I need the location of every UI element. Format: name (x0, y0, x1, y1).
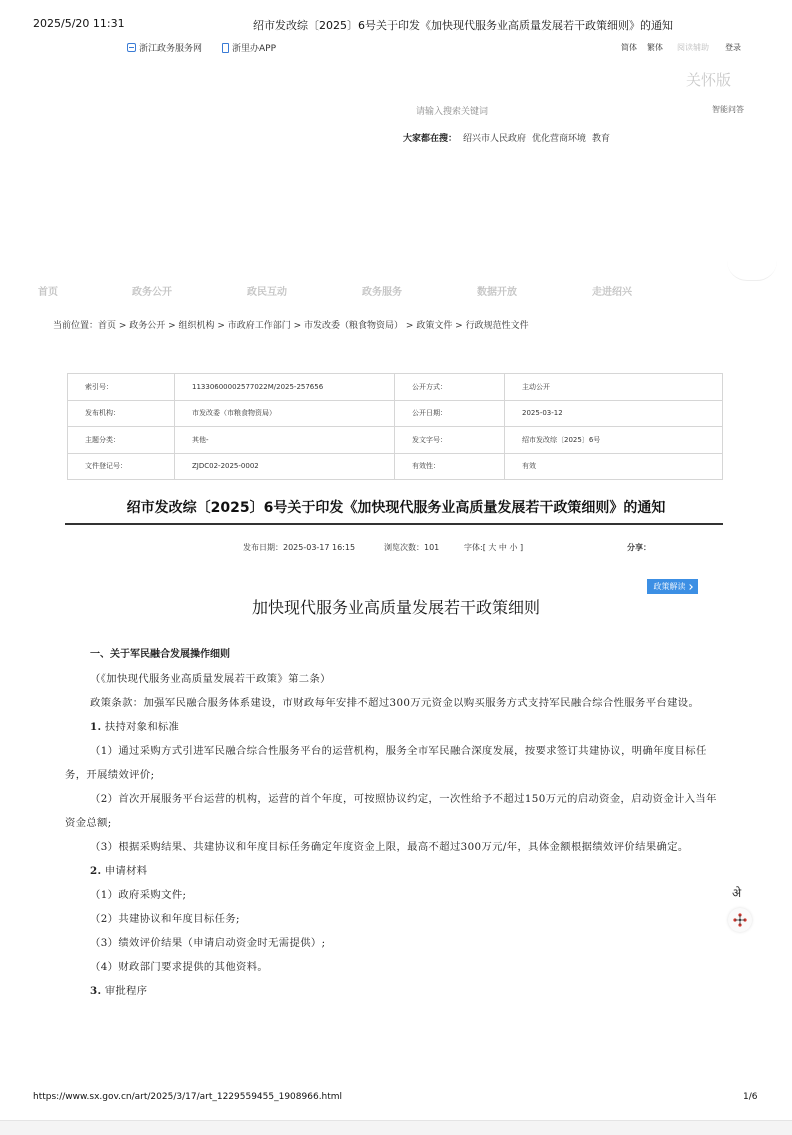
nav-interaction[interactable]: 政民互动 (247, 287, 287, 298)
zlb-app-link[interactable] (222, 41, 276, 54)
nav-gov-affairs-public[interactable]: 政务公开 (132, 287, 172, 298)
meta-label: 索引号： (68, 374, 175, 401)
list-item: （1）政府采购文件; (90, 889, 187, 901)
hot-search-bar (403, 131, 610, 144)
meta-value: ZJDC02-2025-0002 (175, 453, 395, 480)
share-network-icon[interactable] (728, 908, 752, 932)
meta-value: 主动公开 (505, 374, 723, 401)
font-size-switcher[interactable]: 字体:[ 大 中 小 ] (464, 543, 524, 552)
chevron-right-icon (687, 584, 693, 590)
table-row (68, 400, 723, 427)
hot-search-item[interactable]: 绍兴市人民政府 (463, 134, 527, 144)
sub-heading-text: 申请材料 (101, 865, 148, 877)
nav-gov-services[interactable]: 政务服务 (362, 287, 402, 298)
print-page-title: 绍市发改综〔2025〕6号关于印发《加快现代服务业高质量发展若干政策细则》的通知 (253, 19, 673, 32)
breadcrumb: 当前位置：首页 > 政务公开 > 组织机构 > 市政府工作部门 > 市发改委（粮食物资局） > 政策文件 > 行政规范性文件 (53, 321, 529, 331)
simplified-chinese-link[interactable]: 简体 (621, 43, 637, 52)
meta-value: 绍市发改综〔2025〕6号 (505, 427, 723, 454)
document-meta-table (67, 373, 723, 480)
sub-heading-number: 2. (90, 865, 102, 877)
print-datetime: 2025/5/20 11:31 (33, 17, 125, 30)
share-network-glyph (733, 913, 747, 927)
policy-interpretation-label: 政策解读 (653, 582, 686, 591)
bottom-scrollbar-strip (0, 1120, 792, 1135)
meta-label: 文件登记号： (68, 453, 175, 480)
document-subtitle: 加快现代服务业高质量发展若干政策细则 (251, 598, 540, 617)
zj-gov-icon (127, 43, 136, 52)
meta-label: 发文字号： (395, 427, 505, 454)
policy-clause: 政策条款：加强军民融合服务体系建设，市财政每年安排不超过300万元资金以购买服务方式支持军民融合综合性服务平台建设。 (90, 697, 700, 709)
list-item: （3）绩效评价结果（申请启动资金时无需提供）; (90, 937, 326, 949)
zj-gov-label: 浙江政务服务网 (139, 44, 203, 54)
table-row (68, 427, 723, 454)
nav-open-data[interactable]: 数据开放 (477, 287, 517, 298)
meta-value: 2025-03-12 (505, 400, 723, 427)
meta-value: 市发改委（市粮食物资局） (175, 400, 395, 427)
meta-label: 发布机构： (68, 400, 175, 427)
search-input[interactable]: 请输入搜索关键词 (416, 107, 489, 117)
publish-date: 发布日期：2025-03-17 16:15 (243, 543, 356, 552)
paragraph: （3）根据采购结果、共建协议和年度目标任务确定年度资金上限，最高不超过300万元/年，具体金额根据绩效评价结果确定。 (90, 841, 689, 853)
list-item: （2）共建协议和年度目标任务; (90, 913, 240, 925)
nav-decoration (727, 256, 777, 281)
meta-value: 其他- (175, 427, 395, 454)
nav-about-shaoxing[interactable]: 走进绍兴 (592, 287, 632, 298)
traditional-chinese-link[interactable]: 繁体 (647, 43, 663, 52)
meta-value: 有效 (505, 453, 723, 480)
sub-heading (65, 859, 725, 883)
article-body (65, 643, 725, 1003)
meta-label: 公开日期： (395, 400, 505, 427)
print-page-number: 1/6 (743, 1092, 758, 1102)
title-divider (65, 523, 723, 525)
paragraph: （2）首次开展服务平台运营的机构，运营的首个年度，可按照协议约定，一次性给予不超过150万元的启动资金，启动资金计入当年资金总额; (65, 793, 717, 829)
accessibility-icon[interactable]: अे (732, 886, 742, 900)
mobile-app-icon (222, 43, 229, 53)
care-mode-button[interactable]: 关怀版 (686, 71, 732, 89)
meta-label: 公开方式： (395, 374, 505, 401)
sub-heading-number: 3. (90, 985, 102, 997)
sub-heading-text: 扶持对象和标准 (101, 721, 180, 733)
paragraph: （1）通过采购方式引进军民融合综合性服务平台的运营机构，服务全市军民融合深度发展，按要求签订共建协议，明确年度目标任务，开展绩效评价; (65, 745, 707, 781)
reading-aid-link[interactable]: 阅读辅助 (677, 43, 709, 52)
sub-heading (65, 979, 725, 1003)
hot-search-item[interactable]: 优化营商环境 (532, 134, 587, 144)
hot-search-item[interactable]: 教育 (592, 134, 611, 144)
source-note: （《加快现代服务业高质量发展若干政策》第二条） (90, 673, 331, 685)
policy-interpretation-button[interactable] (647, 579, 698, 594)
login-link[interactable]: 登录 (725, 43, 741, 52)
list-item: （4）财政部门要求提供的其他资料。 (90, 961, 269, 973)
smart-qa-button[interactable]: 智能问答 (712, 105, 744, 114)
zj-gov-link[interactable] (127, 41, 202, 54)
print-url: https://www.sx.gov.cn/art/2025/3/17/art_1229559455_1908966.html (33, 1092, 343, 1102)
table-row (68, 374, 723, 401)
sub-heading (65, 715, 725, 739)
table-row (68, 453, 723, 480)
sub-heading-text: 审批程序 (101, 985, 148, 997)
hot-search-label: 大家都在搜： (403, 134, 458, 144)
meta-label: 有效性： (395, 453, 505, 480)
document-title: 绍市发改综〔2025〕6号关于印发《加快现代服务业高质量发展若干政策细则》的通知 (126, 500, 666, 516)
zlb-app-label: 浙里办APP (232, 44, 277, 54)
meta-label: 主题分类： (68, 427, 175, 454)
share-label: 分享： (627, 543, 651, 552)
meta-value: 11330600002577022M/2025-257656 (175, 374, 395, 401)
nav-home[interactable]: 首页 (38, 287, 58, 298)
sub-heading-number: 1. (90, 721, 102, 733)
view-count: 浏览次数：101 (384, 543, 440, 552)
section-heading: 一、关于军民融合发展操作细则 (90, 649, 230, 660)
